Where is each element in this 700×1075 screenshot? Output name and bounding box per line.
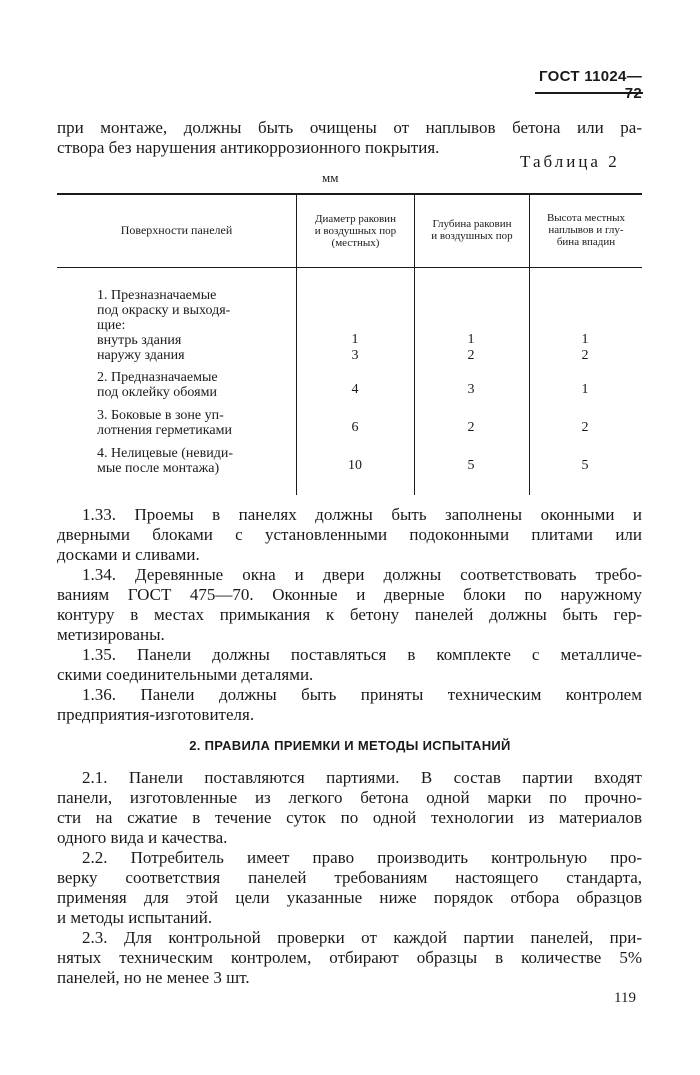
text-line: верку соответствия панелей требованиям настоящего стандарта, (57, 868, 642, 887)
table-row-label: внутрь здания (97, 333, 182, 348)
table-cell-height: 5 (581, 458, 589, 473)
text-line: контуру в местах примыкания к бетону панелей должны быть гер- (57, 605, 642, 624)
text-line: и методы испытаний. (57, 908, 213, 927)
text-line: скими соединительными деталями. (57, 665, 314, 684)
table-cell-diameter: 3 (351, 348, 359, 363)
header-rule (535, 92, 643, 94)
section-title: 2. ПРАВИЛА ПРИЕМКИ И МЕТОДЫ ИСПЫТАНИЙ (189, 738, 511, 753)
text-line: одного вида и качества. (57, 828, 228, 847)
text-line: 1.34. Деревянные окна и двери должны соответствовать требо- (82, 565, 642, 584)
column-header-surface: Поверхности панелей (120, 223, 233, 237)
page-number: 119 (614, 990, 636, 1006)
column-header-height: Высота местных наплывов и глу- бина впадин (546, 212, 626, 248)
text-line: 1.36. Панели должны быть приняты техническим контролем (82, 685, 642, 704)
table-cell-height: 2 (581, 348, 589, 363)
table-row-label: 2. Предназначаемые под оклейку обоями (97, 370, 218, 400)
table-2 (57, 193, 642, 495)
table-top-rule (57, 193, 642, 195)
table-cell-depth: 2 (467, 420, 475, 435)
clause-2-1 (57, 768, 642, 848)
clause-1-36 (57, 685, 642, 725)
text-line: 1.33. Проемы в панелях должны быть заполнены оконными и (82, 505, 642, 524)
text-line: применяя для этой цели указанные ниже порядок отбора образцов (57, 888, 642, 907)
text-line: метизированы. (57, 625, 165, 644)
document-code: ГОСТ 11024—72 (539, 68, 642, 102)
text-line: панели, изготовленные из легкого бетона одной марки по прочно- (57, 788, 642, 807)
table-row-label: 1. Презназначаемые под окраску и выходя- щие: (97, 288, 231, 333)
table-row-label: 3. Боковые в зоне уп- лотнения герметиками (97, 408, 232, 438)
text-line: при монтаже, должны быть очищены от наплывов бетона или ра- (57, 118, 642, 137)
text-line: досками и сливами. (57, 545, 200, 564)
table-cell-depth: 2 (467, 348, 475, 363)
table-caption: Таблица 2 (520, 152, 620, 171)
table-cell-depth: 1 (467, 332, 475, 347)
table-cell-diameter: 6 (351, 420, 359, 435)
text-line: сти на сжатие в течение суток по одной технологии из материалов (57, 808, 642, 827)
clause-2-3 (57, 928, 642, 988)
text-line: 1.35. Панели должны поставляться в комплекте с металличе- (82, 645, 642, 664)
clause-1-35 (57, 645, 642, 685)
text-line: 2.2. Потребитель имеет право производить контрольную про- (82, 848, 642, 867)
table-cell-diameter: 1 (351, 332, 359, 347)
text-line: 2.3. Для контрольной проверки от каждой партии панелей, при- (82, 928, 642, 947)
table-row-label: 4. Нелицевые (невиди- мые после монтажа) (97, 446, 233, 476)
text-line: дверными блоками с установленными подоконными плитами или (57, 525, 642, 544)
clause-1-34 (57, 565, 642, 645)
table-cell-height: 2 (581, 420, 589, 435)
clause-2-2 (57, 848, 642, 928)
column-header-diameter: Диаметр раковин и воздушных пор (местных) (314, 213, 397, 249)
text-line: 2.1. Панели поставляются партиями. В состав партии входят (82, 768, 642, 787)
table-cell-depth: 5 (467, 458, 475, 473)
text-line: предприятия-изготовителя. (57, 705, 255, 724)
table-header-rule (57, 267, 642, 268)
text-line: панелей, но не менее 3 шт. (57, 968, 250, 987)
table-cell-diameter: 4 (351, 382, 359, 397)
table-cell-height: 1 (581, 332, 589, 347)
table-cell-diameter: 10 (348, 458, 362, 473)
column-header-depth: Глубина раковин и воздушных пор (431, 218, 513, 242)
table-row-label: наружу здания (97, 348, 185, 363)
clause-1-33 (57, 505, 642, 565)
table-cell-depth: 3 (467, 382, 475, 397)
table-cell-height: 1 (581, 382, 589, 397)
text-line: створа без нарушения антикоррозионного покрытия. (57, 138, 440, 157)
text-line: нятых техническим контролем, отбирают образцы в количестве 5% (57, 948, 642, 967)
text-line: ваниям ГОСТ 475—70. Оконные и дверные блоки по наружному (57, 585, 642, 604)
table-unit: мм (322, 170, 339, 185)
